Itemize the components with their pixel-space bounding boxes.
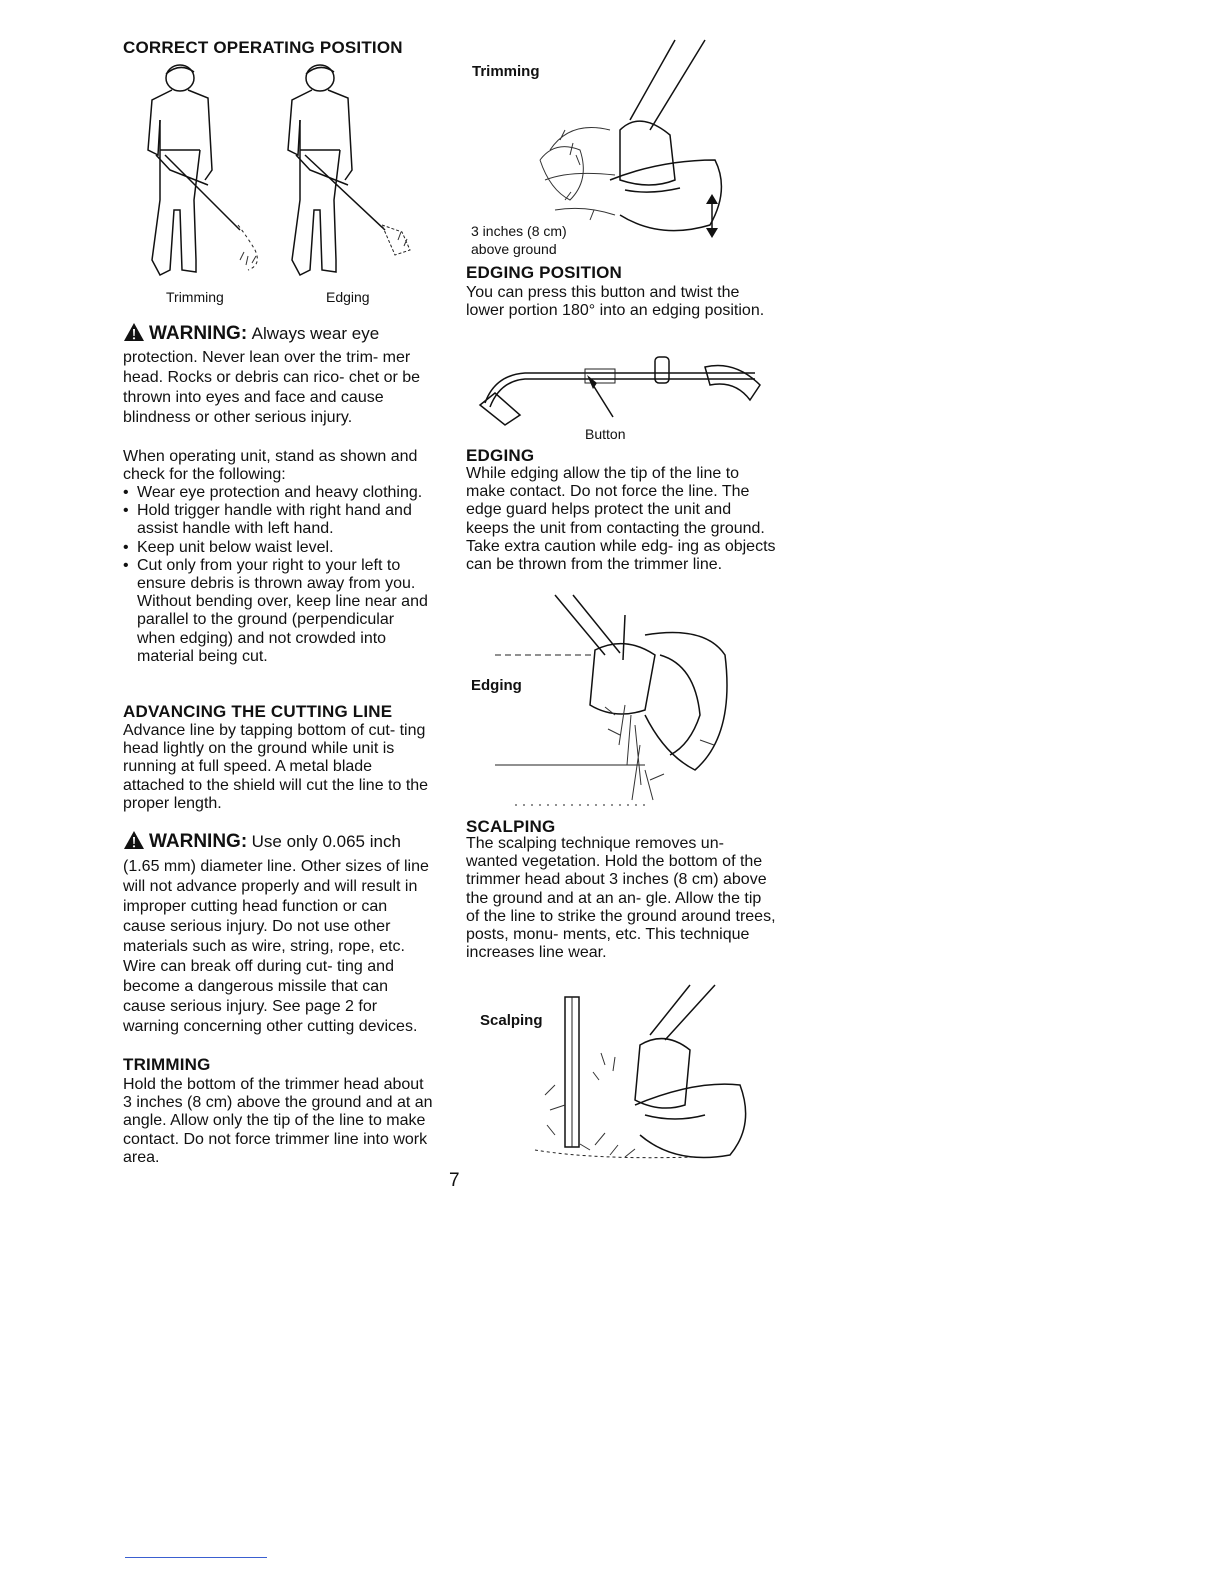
trimming-body: Hold the bottom of the trimmer head about 3 inches (8 cm) above the ground and at an angle. Allow only the tip of the line to make contact. Do not force trimmer line into work area. — [123, 1076, 433, 1166]
scalping-body: The scalping technique removes un- wanted vegetation. Hold the bottom of the trimmer head about 3 inches (8 cm) above the ground and at an an- gle. Allow the tip of the line to strike the ground around trees, posts, monu- ments, etc. This technique increases line wear. — [466, 835, 776, 962]
advancing-line-heading: ADVANCING THE CUTTING LINE — [123, 702, 393, 721]
correct-operating-position-heading: CORRECT OPERATING POSITION — [123, 38, 403, 57]
scalping-figure-label: Scalping — [480, 1012, 543, 1029]
operating-position-illustration — [130, 60, 420, 285]
warning-lead: Always wear eye — [251, 324, 380, 343]
page-number: 7 — [449, 1170, 460, 1191]
warning-body: protection. Never lean over the trim- mer head. Rocks or debris can rico- chet or be thrown into eyes and face and cause blindness or other serious injury. — [123, 349, 421, 427]
warning-line-diameter — [123, 830, 431, 1037]
button-callout-label: Button — [585, 426, 626, 442]
warning-label: WARNING: — [149, 323, 248, 344]
edging-position-body: You can press this button and twist the lower portion 180° into an edging position. — [466, 284, 765, 320]
footer-rule — [125, 1557, 267, 1558]
edging-heading: EDGING — [466, 446, 535, 465]
trimming-illustration — [540, 40, 740, 240]
operator-trimming-figure — [148, 65, 257, 275]
trimming-figure-label: Trimming — [472, 63, 540, 80]
list-item: • Hold trigger handle with right hand and assist handle with left hand. — [123, 502, 428, 538]
operator-edging-figure — [288, 65, 410, 275]
warning-triangle-icon — [123, 322, 145, 347]
list-item: • Cut only from your right to your left to ensure debris is thrown away from you. Without bending over, keep line near and parallel to the ground (perpendicular when edging) and not crowded into material being cut. — [123, 557, 428, 666]
list-item: • Wear eye protection and heavy clothing. — [123, 484, 428, 502]
warning-triangle-icon — [123, 830, 145, 855]
note-line: above ground — [471, 241, 557, 257]
trimming-height-note — [471, 222, 567, 258]
warning-lead: Use only 0.065 inch — [251, 832, 401, 851]
note-line: 3 inches (8 cm) — [471, 223, 567, 239]
caption-edging: Edging — [326, 289, 370, 305]
operating-checklist — [123, 484, 428, 666]
edging-body: While edging allow the tip of the line to make contact. Do not force the line. The edge guard helps protect the unit and keeps the unit from contacting the ground. Take extra caution while edg- ing as objects can be thrown from the trimmer line. — [466, 465, 776, 574]
advancing-line-body: Advance line by tapping bottom of cut- ting head lightly on the ground while unit is running at full speed. A metal blade attached to the shield will cut the line to the proper length. — [123, 722, 429, 812]
edging-position-heading: EDGING POSITION — [466, 263, 623, 282]
trimming-heading: TRIMMING — [123, 1055, 211, 1074]
scalping-illustration — [535, 985, 765, 1165]
caption-trimming: Trimming — [166, 289, 224, 305]
edging-figure-label: Edging — [471, 677, 522, 694]
edging-illustration — [495, 595, 745, 815]
warning-body: (1.65 mm) diameter line. Other sizes of line will not advance properly and will result in improper cutting head function or can cause serious injury. Do not use other materials such as wire, string, rope, etc. Wire can break off during cut- ting and become a dangerous missile that can cause serious injury. See page 2 for warning concerning other cutting devices. — [123, 858, 429, 1036]
operating-intro: When operating unit, stand as shown and check for the following: — [123, 448, 418, 484]
scalping-heading: SCALPING — [466, 817, 556, 836]
warning-eye-protection — [123, 322, 423, 428]
list-item: • Keep unit below waist level. — [123, 539, 428, 557]
warning-label: WARNING: — [149, 831, 248, 852]
trimmer-button-illustration — [475, 345, 775, 435]
